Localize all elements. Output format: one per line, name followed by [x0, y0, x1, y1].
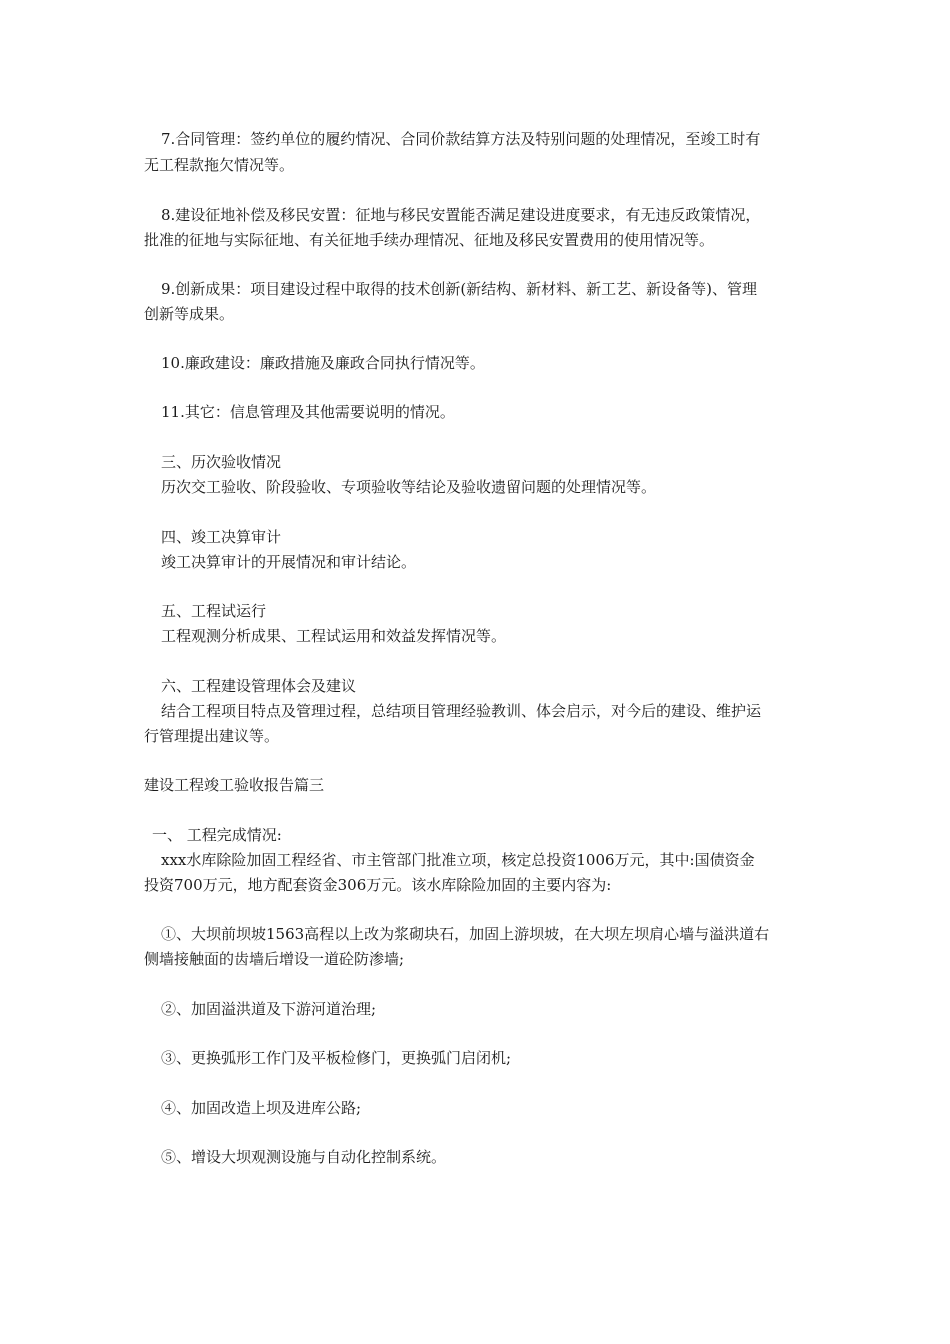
- section-6-body-line-2: 行管理提出建议等。: [144, 727, 280, 745]
- item-9-line-2: 创新等成果。: [144, 305, 235, 323]
- content-item-1-line-2: 侧墙接触面的齿墙后增设一道砼防渗墙;: [144, 950, 405, 968]
- item-7-line-1: 7.合同管理：签约单位的履约情况、合同价款结算方法及特别问题的处理情况，至竣工时有: [161, 130, 761, 148]
- content-item-4: ④、加固改造上坝及进库公路;: [161, 1099, 362, 1117]
- section-5-heading: 五、工程试运行: [161, 602, 267, 620]
- content-item-5: ⑤、增设大坝观测设施与自动化控制系统。: [161, 1148, 447, 1166]
- item-8-line-1: 8.建设征地补偿及移民安置：征地与移民安置能否满足建设进度要求，有无违反政策情况，: [161, 206, 761, 224]
- content-item-1-line-1: ①、大坝前坝坡1563高程以上改为浆砌块石，加固上游坝坡，在大坝左坝肩心墙与溢洪道右: [161, 925, 770, 943]
- content-item-2: ②、加固溢洪道及下游河道治理;: [161, 1000, 377, 1018]
- section-3-heading: 三、历次验收情况: [161, 453, 282, 471]
- section-3-body: 历次交工验收、阶段验收、专项验收等结论及验收遗留问题的处理情况等。: [161, 478, 657, 496]
- item-7-line-2: 无工程款拖欠情况等。: [144, 156, 295, 174]
- section-4-heading: 四、竣工决算审计: [161, 528, 282, 546]
- section-6-heading: 六、工程建设管理体会及建议: [161, 677, 357, 695]
- content-item-3: ③、更换弧形工作门及平板检修门，更换弧门启闭机;: [161, 1049, 512, 1067]
- section-4-body: 竣工决算审计的开展情况和审计结论。: [161, 553, 417, 571]
- section-5-body: 工程观测分析成果、工程试运用和效益发挥情况等。: [161, 627, 507, 645]
- item-9-line-1: 9.创新成果：项目建设过程中取得的技术创新(新结构、新材料、新工艺、新设备等)、管理: [161, 280, 758, 298]
- item-8-line-2: 批准的征地与实际征地、有关征地手续办理情况、征地及移民安置费用的使用情况等。: [144, 231, 715, 249]
- part-1-heading: 一、 工程完成情况:: [152, 826, 282, 844]
- item-10: 10.廉政建设：廉政措施及廉政合同执行情况等。: [161, 354, 485, 372]
- article-3-title: 建设工程竣工验收报告篇三: [144, 776, 325, 794]
- section-6-body-line-1: 结合工程项目特点及管理过程，总结项目管理经验教训、体会启示，对今后的建设、维护运: [161, 702, 762, 720]
- item-11: 11.其它：信息管理及其他需要说明的情况。: [161, 403, 455, 421]
- part-1-body-line-1: xxx水库除险加固工程经省、市主管部门批准立项，核定总投资1006万元，其中:国债资金: [161, 851, 755, 869]
- part-1-body-line-2: 投资700万元，地方配套资金306万元。该水库除险加固的主要内容为:: [144, 876, 612, 894]
